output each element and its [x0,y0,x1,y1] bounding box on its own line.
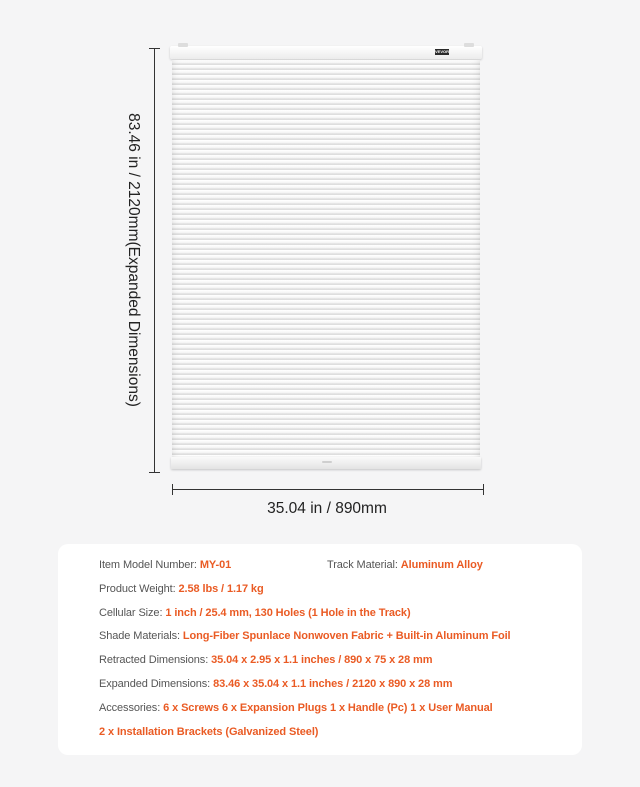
right-bracket [464,43,474,47]
pull-handle [322,461,332,463]
spec-row-cellular [99,607,411,619]
spec-row-weight [99,583,264,595]
spec-value: 2.58 lbs / 1.17 kg [178,583,264,595]
spec-row-track [327,559,483,571]
spec-row-accessories [99,702,493,714]
height-dimension-line [154,48,155,472]
spec-label: Track Material: [327,559,398,571]
cellular-shade-fabric [172,60,480,458]
width-dimension-line [172,489,483,490]
spec-value: MY-01 [199,559,232,571]
width-dimension-cap-left [172,484,173,495]
spec-value: 83.46 x 35.04 x 1.1 inches / 2120 x 890 x 28 mm [213,678,453,690]
spec-value: 6 x Screws 6 x Expansion Plugs 1 x Handle (Pc) 1 x User Manual [163,702,493,714]
spec-label: Retracted Dimensions: [99,654,209,666]
spec-row-shade [99,630,511,642]
spec-row-accessories-cont [99,726,318,738]
width-dimension-label: 35.04 in / 890mm [267,500,387,517]
spec-value: 2 x Installation Brackets (Galvanized Steel) [99,726,319,738]
spec-label: Expanded Dimensions: [99,678,211,690]
brand-logo: VEVOR [435,49,450,54]
spec-value: Long-Fiber Spunlace Nonwoven Fabric + Built-in Aluminum Foil [182,630,511,642]
spec-row-model [99,559,231,571]
spec-label: Product Weight: [99,583,176,595]
height-dimension-cap-top [149,48,160,49]
blind-bottom-rail [171,457,481,469]
spec-label: Item Model Number: [99,559,197,571]
spec-label: Accessories: [99,702,161,714]
spec-label: Cellular Size: [99,607,163,619]
left-bracket [178,43,188,47]
spec-card [58,544,582,755]
height-dimension-label: 83.46 in / 2120mm(Expanded Dimensions) [125,113,142,407]
blind-headrail [170,46,482,59]
spec-row-retracted [99,654,432,666]
spec-value: 1 inch / 25.4 mm, 130 Holes (1 Hole in the Track) [165,607,411,619]
spec-label: Shade Materials: [99,630,180,642]
spec-row-expanded [99,678,452,690]
spec-value: Aluminum Alloy [400,559,483,571]
height-dimension-cap-bottom [149,472,160,473]
width-dimension-cap-right [483,484,484,495]
spec-value: 35.04 x 2.95 x 1.1 inches / 890 x 75 x 28 mm [211,654,433,666]
